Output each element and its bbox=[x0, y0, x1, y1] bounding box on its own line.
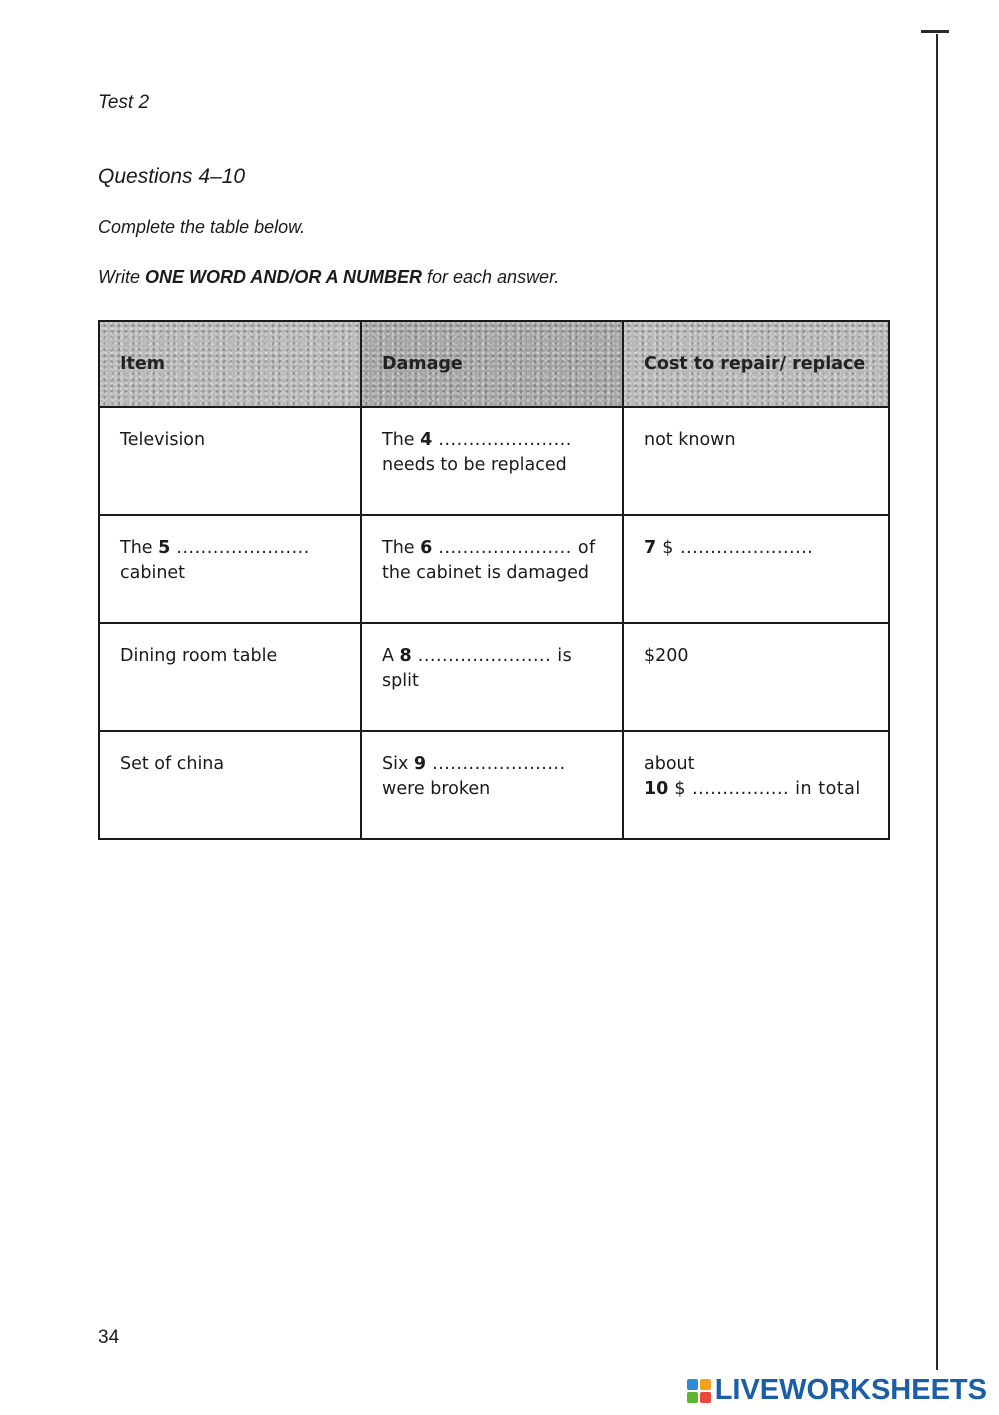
instruction-prefix: Write bbox=[98, 267, 145, 287]
cell-cost: not known bbox=[623, 407, 889, 515]
answer-gap-4[interactable]: ...................... bbox=[432, 430, 572, 450]
brand-mark-square bbox=[687, 1392, 698, 1403]
damage-text-after: were broken bbox=[382, 779, 491, 799]
item-text-after: cabinet bbox=[120, 563, 186, 583]
liveworksheets-logo bbox=[687, 1374, 987, 1407]
damage-text-after: the cabinet is damaged bbox=[382, 563, 590, 583]
header-item: Item bbox=[99, 321, 361, 407]
table-row bbox=[99, 623, 889, 731]
cell-cost bbox=[623, 515, 889, 623]
table-row bbox=[99, 515, 889, 623]
page-number: 34 bbox=[98, 1327, 120, 1348]
damage-text-after: needs to be replaced bbox=[382, 455, 567, 475]
answer-gap-7[interactable]: $ ...................... bbox=[656, 538, 814, 558]
table-row bbox=[99, 731, 889, 839]
instruction-word-limit bbox=[98, 267, 559, 288]
cell-cost: $200 bbox=[623, 623, 889, 731]
question-number-6: 6 bbox=[420, 538, 433, 558]
brand-mark-icon bbox=[687, 1379, 711, 1403]
cell-damage bbox=[361, 623, 623, 731]
damage-text-before: A bbox=[382, 646, 400, 666]
cell-damage bbox=[361, 731, 623, 839]
damage-text-before: Six bbox=[382, 754, 414, 774]
instruction-emphasis: ONE WORD AND/OR A NUMBER bbox=[145, 267, 422, 287]
test-label: Test 2 bbox=[98, 92, 150, 113]
instruction-suffix: for each answer. bbox=[422, 267, 560, 287]
answer-table bbox=[98, 320, 890, 840]
margin-rule bbox=[936, 34, 938, 1370]
damage-text-before: The bbox=[382, 538, 421, 558]
cost-text-about: about bbox=[644, 754, 695, 774]
brand-mark-square bbox=[700, 1392, 711, 1403]
question-number-10: 10 bbox=[644, 779, 669, 799]
answer-gap-9[interactable]: ...................... bbox=[426, 754, 566, 774]
item-text-before: The bbox=[120, 538, 159, 558]
header-cost: Cost to repair/ replace bbox=[623, 321, 889, 407]
table-header-row bbox=[99, 321, 889, 407]
damage-text-before: The bbox=[382, 430, 421, 450]
question-number-5: 5 bbox=[158, 538, 171, 558]
cell-damage bbox=[361, 515, 623, 623]
question-number-9: 9 bbox=[413, 754, 427, 774]
damage-text-after: split bbox=[382, 671, 419, 691]
cell-item: Television bbox=[99, 407, 361, 515]
cell-item bbox=[99, 515, 361, 623]
margin-rule-cap bbox=[921, 30, 949, 33]
brand-mark-square bbox=[700, 1379, 711, 1390]
instruction-complete-table: Complete the table below. bbox=[98, 217, 306, 237]
answer-gap-8[interactable]: ...................... is bbox=[411, 646, 573, 666]
table-row bbox=[99, 407, 889, 515]
cell-item: Set of china bbox=[99, 731, 361, 839]
cell-damage bbox=[361, 407, 623, 515]
answer-gap-5[interactable]: ...................... bbox=[170, 538, 310, 558]
question-number-8: 8 bbox=[399, 646, 412, 666]
answer-gap-10[interactable]: $ ................ in total bbox=[668, 779, 861, 799]
cell-item: Dining room table bbox=[99, 623, 361, 731]
answer-gap-6[interactable]: ...................... of bbox=[432, 538, 596, 558]
question-number-7: 7 bbox=[644, 538, 657, 558]
cell-cost bbox=[623, 731, 889, 839]
brand-name: LIVEWORKSHEETS bbox=[714, 1374, 987, 1406]
question-number-4: 4 bbox=[420, 430, 433, 450]
header-damage: Damage bbox=[361, 321, 623, 407]
questions-heading: Questions 4–10 bbox=[98, 165, 246, 188]
brand-mark-square bbox=[687, 1379, 698, 1390]
